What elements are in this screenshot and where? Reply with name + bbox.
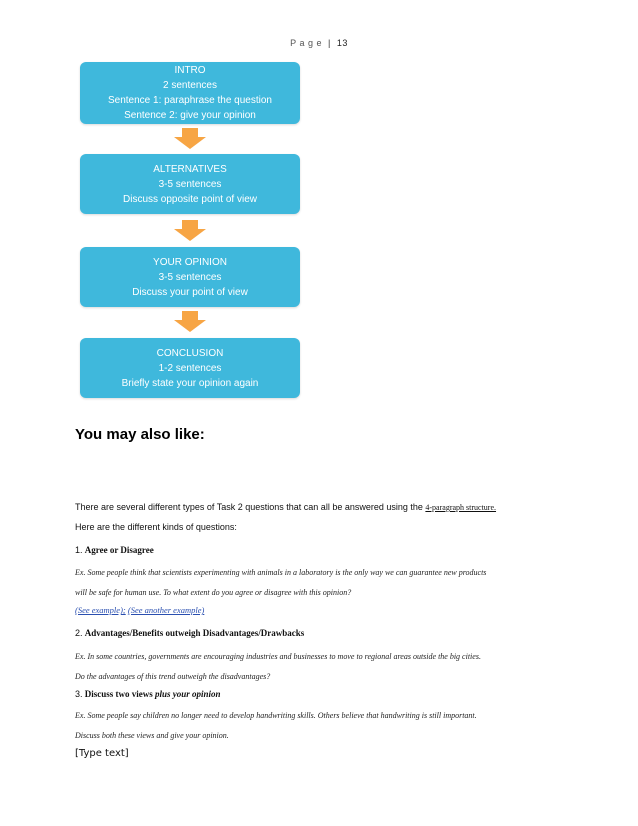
see-example-link[interactable]: (See example); [75,605,126,615]
flow-box-line: Discuss opposite point of view [123,193,257,205]
down-arrow-icon [172,128,208,150]
flow-box-line: Sentence 1: paraphrase the question [107,95,272,106]
intro-text: There are several different types of Task 2 questions that can all be answered using the [75,502,426,512]
flow-box-line: 1-2 sentences [158,362,222,374]
example-line: Do the advantages of this trend outweigh the disadvantages? [75,672,271,681]
section-heading: You may also like: [75,426,205,443]
example-links [75,605,204,615]
flow-box-line: Discuss your point of view [132,286,248,298]
question-example [75,647,575,687]
see-another-example-link[interactable]: (See another example) [127,605,205,615]
down-arrow-icon [172,220,208,242]
question-title-emphasis: plus your opinion [155,689,221,699]
flow-box-alternatives [80,154,300,214]
example-line: Ex. In some countries, governments are encouraging industries and businesses to move to regional areas outside the big cities. [75,652,481,661]
question-type-title [75,628,304,638]
question-type-title [75,545,154,555]
page-number: 13 [336,38,348,48]
question-type-title [75,689,221,699]
flow-box-title: INTRO [174,65,206,76]
flow-box-title: YOUR OPINION [153,256,227,268]
flow-box-intro [80,62,300,124]
down-arrow-icon [172,311,208,333]
question-example [75,706,575,746]
question-title: Advantages/Benefits outweigh Disadvantages/Drawbacks [84,628,305,638]
page-label: P a g e [290,38,322,48]
flow-box-conclusion [80,338,300,398]
question-number: 1. [75,545,83,555]
question-example [75,563,575,603]
flow-box-title: ALTERNATIVES [153,163,227,175]
flow-box-line: 3-5 sentences [158,178,222,190]
question-number: 3. [75,689,83,699]
question-title: Discuss two views [84,689,156,699]
flow-box-line: Sentence 2: give your opinion [124,110,256,121]
flow-box-your-opinion [80,247,300,307]
example-line: Discuss both these views and give your opinion. [75,731,229,740]
flow-box-line: 2 sentences [163,80,217,91]
flow-box-line: 3-5 sentences [158,271,222,283]
flow-box-title: CONCLUSION [156,347,224,359]
page-header [0,38,638,48]
example-line: will be safe for human use. To what extent do you agree or disagree with this opinion? [75,588,352,597]
example-line: Ex. Some people say children no longer need to develop handwriting skills. Others believe that handwriting is still important. [75,711,477,720]
example-line: Ex. Some people think that scientists experimenting with animals in a laboratory is the only way we can guarantee new products [75,568,487,577]
question-number: 2. [75,628,83,638]
flow-box-line: Briefly state your opinion again [121,377,259,389]
footer-placeholder: [Type text] [75,748,129,759]
page-separator: | [328,38,331,48]
structure-link[interactable]: 4-paragraph structure. [425,503,497,512]
question-title: Agree or Disagree [84,545,154,555]
intro-paragraph [75,502,496,512]
kinds-intro: Here are the different kinds of questions: [75,522,237,532]
